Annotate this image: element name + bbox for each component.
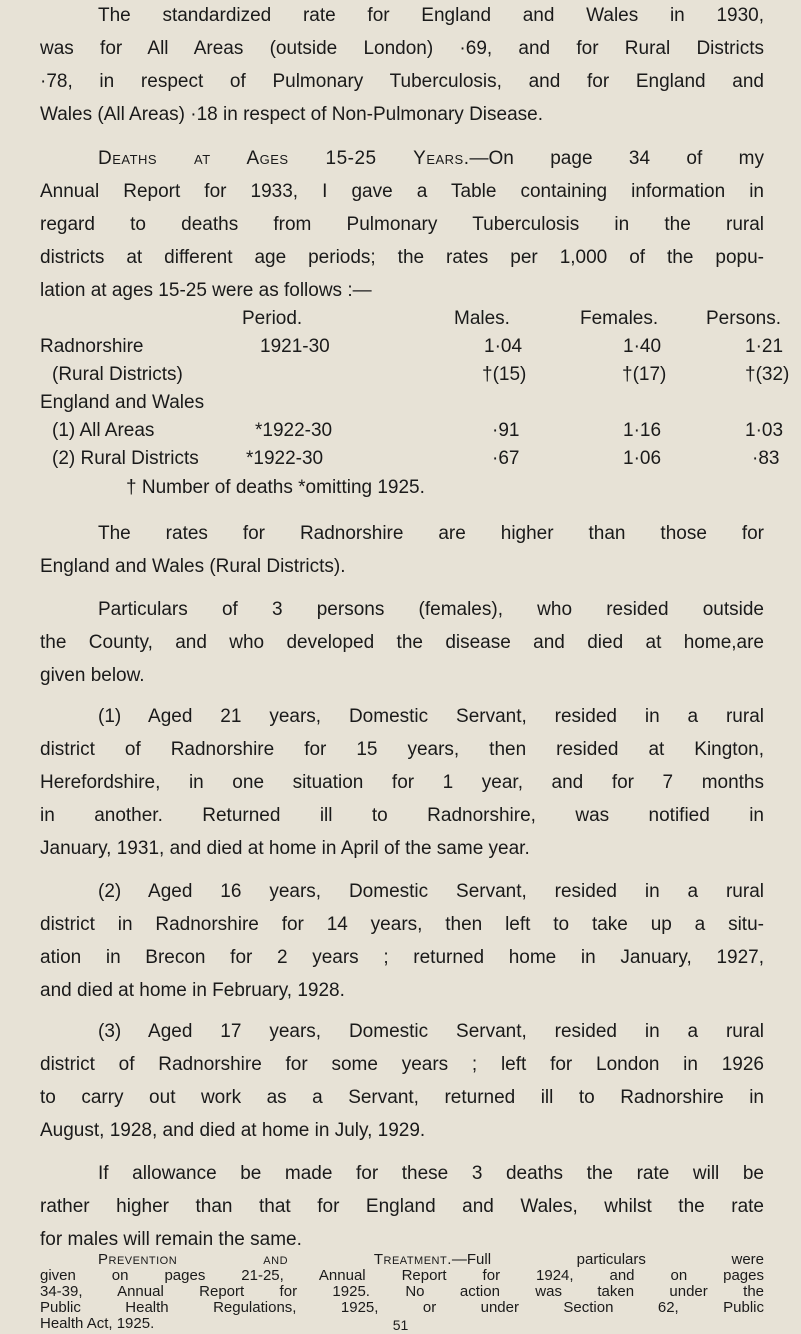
prevention-line-1: —Full particulars were [451,1251,764,1268]
row-all-areas-persons: 1·03 [745,420,784,441]
deaths-line-4: districts at different age periods; the rates per 1,000 of the popu- [40,247,764,268]
row-radnorshire-label: Radnorshire [40,336,144,357]
deaths-line-5: lation at ages 15-25 were as follows :— [40,280,372,301]
rates-line-1: The rates for Radnorshire are higher than those for [98,523,764,544]
header-persons: Persons. [706,308,781,329]
header-males: Males. [454,308,510,329]
case1-line-5: January, 1931, and died at home in April of the same year. [40,838,530,859]
deaths-heading: Deaths at Ages 15-25 Years. [98,148,470,169]
prevention-line-5: Health Act, 1925. [40,1315,155,1332]
row-radnorshire-females: 1·40 [623,336,662,357]
row-all-areas-females: 1·16 [623,420,662,441]
header-females: Females. [580,308,659,329]
deaths-line-1: —On page 34 of my [469,148,764,169]
allowance-line-2: rather higher than that for England and Wales, whilst the rate [40,1196,764,1217]
row-all-areas-label: (1) All Areas [52,420,155,441]
allowance-line-1: If allowance be made for these 3 deaths the rate will be [98,1163,764,1184]
deaths-first-line [98,145,764,172]
particulars-line-1: Particulars of 3 persons (females), who resided outside [98,599,764,620]
case1-line-1: (1) Aged 21 years, Domestic Servant, resided in a rural [98,706,764,727]
intro-line-2: was for All Areas (outside London) ·69, and for Rural Districts [40,38,764,59]
row-england-label: England and Wales [40,392,205,413]
case2-line-3: ation in Brecon for 2 years ; returned home in January, 1927, [40,947,764,968]
row-rural-districts-females: 1·06 [623,448,662,469]
row-rural-persons: †(32) [745,364,790,385]
row-rural-districts-period: *1922-30 [246,448,324,469]
row-all-areas-males: ·91 [492,420,520,441]
case1-line-2: district of Radnorshire for 15 years, then resided at Kington, [40,739,764,760]
prevention-first-line [40,1252,764,1268]
case1-line-3: Herefordshire, in one situation for 1 year, and for 7 months [40,772,764,793]
row-rural-males: †(15) [482,364,527,385]
intro-line-1: The standardized rate for England and Wales in 1930, [98,5,764,26]
case2-line-2: district in Radnorshire for 14 years, then left to take up a situ- [40,914,764,935]
case2-line-1: (2) Aged 16 years, Domestic Servant, resided in a rural [98,881,764,902]
intro-line-3: ·78, in respect of Pulmonary Tuberculosis, and for England and [40,71,764,92]
row-all-areas-period: *1922-30 [255,420,333,441]
case1-line-4: in another. Returned ill to Radnorshire, was notified in [40,805,764,826]
row-radnorshire-males: 1·04 [484,336,523,357]
intro-line-4: Wales (All Areas) ·18 in respect of Non-Pulmonary Disease. [40,104,543,125]
particulars-line-2: the County, and who developed the disease and died at home,are [40,632,764,653]
row-rural-districts-label: (2) Rural Districts [52,448,199,469]
allowance-line-3: for males will remain the same. [40,1229,302,1250]
prevention-heading: Prevention and Treatment. [98,1251,452,1268]
prevention-line-4: Public Health Regulations, 1925, or under Section 62, Public [40,1299,764,1316]
prevention-line-3: 34-39, Annual Report for 1925. No action was taken under the [40,1283,764,1300]
row-radnorshire-persons: 1·21 [745,336,784,357]
page-number: 51 [392,1317,409,1333]
row-rural-districts-persons: ·83 [752,448,780,469]
rates-line-2: England and Wales (Rural Districts). [40,556,346,577]
particulars-line-3: given below. [40,665,145,686]
deaths-line-3: regard to deaths from Pulmonary Tuberculosis in the rural [40,214,764,235]
case3-line-4: August, 1928, and died at home in July, 1929. [40,1120,426,1141]
row-rural-districts-males: ·67 [492,448,520,469]
prevention-line-2: given on pages 21-25, Annual Report for 1924, and on pages [40,1267,764,1284]
row-radnorshire-period: 1921-30 [260,336,330,357]
case3-line-2: district of Radnorshire for some years ; left for London in 1926 [40,1054,764,1075]
case3-line-3: to carry out work as a Servant, returned ill to Radnorshire in [40,1087,764,1108]
table-footnote: † Number of deaths *omitting 1925. [126,477,425,498]
row-rural-females: †(17) [622,364,667,385]
case3-line-1: (3) Aged 17 years, Domestic Servant, resided in a rural [98,1021,764,1042]
row-rural-label: (Rural Districts) [52,364,183,385]
case2-line-4: and died at home in February, 1928. [40,980,345,1001]
header-period: Period. [242,308,303,329]
deaths-line-2: Annual Report for 1933, I gave a Table containing information in [40,181,764,202]
